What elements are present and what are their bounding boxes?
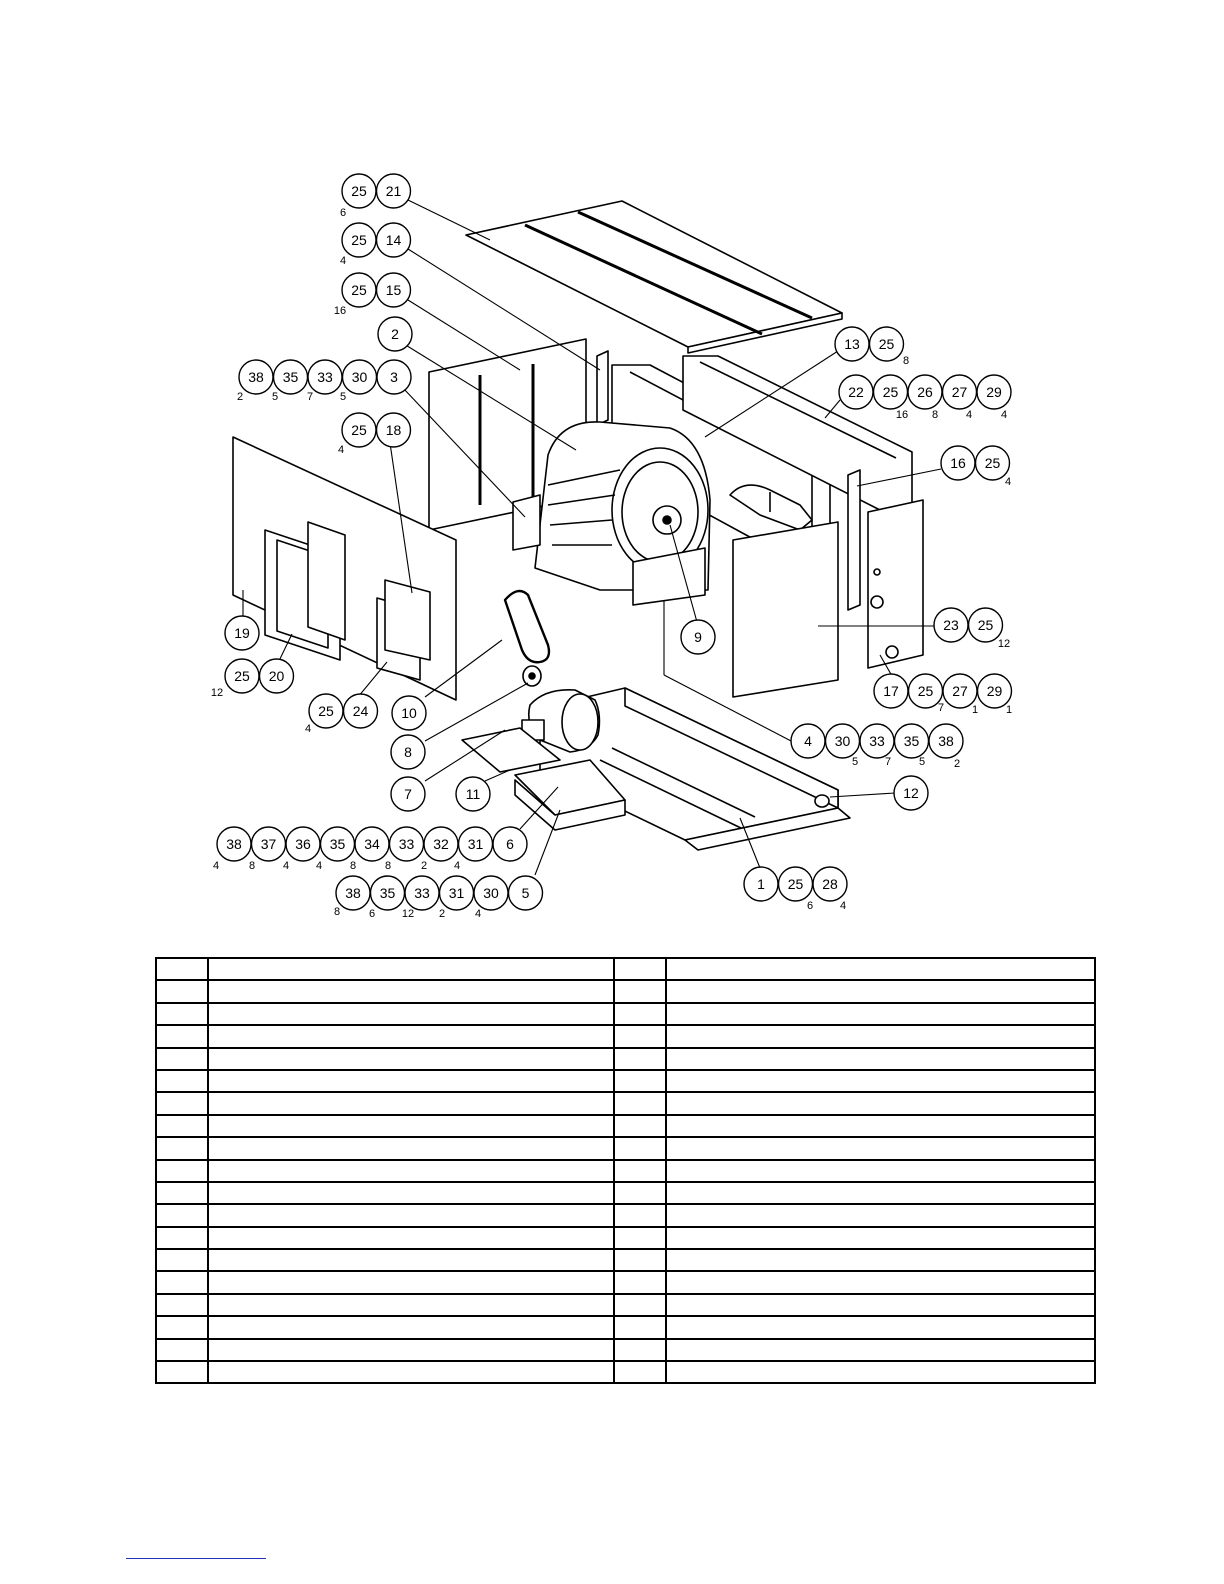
callout-number: 36 xyxy=(295,836,311,852)
table-cell-item-right xyxy=(614,1025,666,1047)
table-cell-description-left xyxy=(208,1361,614,1383)
callout-group xyxy=(874,674,1012,716)
callout-number: 9 xyxy=(694,629,702,645)
end-panel xyxy=(868,500,923,668)
table-row xyxy=(156,1249,1095,1271)
table-row xyxy=(156,1115,1095,1137)
callout-number: 14 xyxy=(385,232,402,248)
callout-group xyxy=(392,696,426,730)
drain-fitting xyxy=(815,795,829,807)
callout-number: 29 xyxy=(986,384,1002,400)
table-cell-item-left xyxy=(156,1182,208,1204)
callout-quantity: 12 xyxy=(210,687,224,699)
callout-group xyxy=(839,375,1011,421)
callout-number: 25 xyxy=(977,617,994,633)
callout-group xyxy=(791,724,963,770)
table-cell-description-right xyxy=(666,1294,1095,1316)
callout-number: 19 xyxy=(234,625,250,641)
table-row xyxy=(156,1182,1095,1204)
table-cell-item-left xyxy=(156,1249,208,1271)
callout-number: 25 xyxy=(351,232,367,248)
callout-quantity: 7 xyxy=(937,702,945,714)
table-cell-description-right xyxy=(666,1003,1095,1025)
table-cell-description-right xyxy=(666,1182,1095,1204)
callout-quantity: 4 xyxy=(453,860,461,872)
table-cell-item-left xyxy=(156,1271,208,1293)
callout-number: 25 xyxy=(318,703,334,719)
callout-number: 24 xyxy=(352,703,369,719)
table-row xyxy=(156,1316,1095,1338)
table-cell-item-left xyxy=(156,1204,208,1226)
callout-quantity: 12 xyxy=(997,638,1011,650)
callout-number: 25 xyxy=(351,282,367,298)
table-cell-item-left xyxy=(156,1070,208,1092)
callout-group xyxy=(213,827,527,872)
callout-number: 27 xyxy=(951,384,968,400)
callout-number: 25 xyxy=(984,455,1001,471)
callout-quantity: 4 xyxy=(304,723,312,735)
callout-number: 35 xyxy=(379,885,396,901)
corner-post xyxy=(597,351,608,425)
callout-quantity: 4 xyxy=(1004,476,1012,488)
callout-quantity: 6 xyxy=(368,908,376,920)
table-cell-item-right xyxy=(614,1316,666,1338)
callout-quantity: 1 xyxy=(1005,704,1013,716)
table-cell-item-right xyxy=(614,1160,666,1182)
callout-quantity: 4 xyxy=(315,860,323,872)
motor-pulley xyxy=(523,666,541,686)
callout-group xyxy=(338,413,411,456)
callout-group xyxy=(934,608,1010,650)
callout-number: 26 xyxy=(917,384,933,400)
table-cell-item-left xyxy=(156,1227,208,1249)
drive-belt xyxy=(505,591,549,662)
callout-number: 30 xyxy=(834,733,851,749)
table-cell-item-right xyxy=(614,1249,666,1271)
callout-number: 33 xyxy=(398,836,415,852)
callout-group xyxy=(456,777,490,811)
table-cell-description-left xyxy=(208,1294,614,1316)
callout-number: 35 xyxy=(329,836,346,852)
callout-group xyxy=(211,659,294,699)
callout-number: 29 xyxy=(986,683,1003,699)
callout-number: 35 xyxy=(903,733,920,749)
callout-group xyxy=(894,776,928,810)
callout-number: 16 xyxy=(950,455,966,471)
callout-quantity: 16 xyxy=(333,305,347,317)
callout-number: 27 xyxy=(952,683,968,699)
table-row xyxy=(156,1137,1095,1159)
callout-quantity: 4 xyxy=(339,255,347,267)
callout-quantity: 5 xyxy=(851,756,859,768)
callout-number: 33 xyxy=(414,885,430,901)
callout-quantity: 5 xyxy=(339,391,347,403)
callout-number: 30 xyxy=(351,369,368,385)
callout-number: 20 xyxy=(268,668,285,684)
callout-number: 38 xyxy=(345,885,361,901)
callout-quantity: 7 xyxy=(884,756,892,768)
table-cell-item-right xyxy=(614,1271,666,1293)
table-cell-description-left xyxy=(208,1227,614,1249)
callout-number: 33 xyxy=(317,369,333,385)
callout-number: 25 xyxy=(882,384,899,400)
callout-number: 8 xyxy=(404,744,412,760)
callout-number: 37 xyxy=(260,836,277,852)
callout-quantity: 6 xyxy=(339,207,347,219)
table-cell-description-left xyxy=(208,1271,614,1293)
table-cell-description-right xyxy=(666,1025,1095,1047)
callout-quantity: 4 xyxy=(337,444,345,456)
callout-number: 3 xyxy=(390,369,398,385)
table-cell-description-left xyxy=(208,1137,614,1159)
callout-quantity: 5 xyxy=(271,391,279,403)
table-cell-item-left xyxy=(156,1115,208,1137)
table-cell-description-right xyxy=(666,1092,1095,1114)
callout-quantity: 2 xyxy=(438,908,446,920)
callout-quantity: 4 xyxy=(212,860,220,872)
table-cell-item-left xyxy=(156,1316,208,1338)
callout-number: 2 xyxy=(391,326,399,342)
table-cell-description-left xyxy=(208,1092,614,1114)
callout-quantity: 8 xyxy=(248,860,256,872)
table-row xyxy=(156,1339,1095,1361)
table-cell-item-left xyxy=(156,1160,208,1182)
table-cell-item-right xyxy=(614,1115,666,1137)
table-row xyxy=(156,1003,1095,1025)
table-cell-description-right xyxy=(666,1070,1095,1092)
callout-number: 7 xyxy=(404,786,412,802)
table-cell-description-right xyxy=(666,1227,1095,1249)
callout-quantity: 4 xyxy=(474,908,482,920)
callout-quantity: 1 xyxy=(971,704,979,716)
table-cell-description-left xyxy=(208,980,614,1002)
callout-group xyxy=(334,876,543,920)
access-panel xyxy=(733,522,838,697)
callout-quantity: 6 xyxy=(806,900,814,912)
callout-number: 25 xyxy=(787,876,804,892)
top-panel xyxy=(466,201,842,353)
callout-number: 25 xyxy=(917,683,934,699)
callout-number: 5 xyxy=(521,885,530,901)
table-cell-item-right xyxy=(614,1339,666,1361)
callout-quantity: 2 xyxy=(420,860,428,872)
table-cell-description-right xyxy=(666,958,1095,980)
callout-quantity: 8 xyxy=(931,409,939,421)
callout-number: 17 xyxy=(883,683,899,699)
table-cell-description-left xyxy=(208,1204,614,1226)
table-cell-description-left xyxy=(208,1115,614,1137)
callout-number: 25 xyxy=(351,422,367,438)
callout-number: 25 xyxy=(351,183,367,199)
table-row xyxy=(156,1092,1095,1114)
callout-quantity: 2 xyxy=(236,391,244,403)
callout-group xyxy=(225,616,259,650)
table-cell-item-left xyxy=(156,958,208,980)
table-cell-item-left xyxy=(156,1361,208,1383)
callout-number: 18 xyxy=(385,422,402,438)
callout-number: 38 xyxy=(938,733,954,749)
table-cell-description-left xyxy=(208,1070,614,1092)
callout-number: 10 xyxy=(401,705,417,721)
table-cell-item-left xyxy=(156,1294,208,1316)
callout-quantity: 7 xyxy=(306,391,314,403)
callout-quantity: 8 xyxy=(333,906,341,918)
table-cell-item-right xyxy=(614,1048,666,1070)
table-row xyxy=(156,1160,1095,1182)
callout-quantity: 8 xyxy=(902,355,910,367)
table-cell-item-left xyxy=(156,1025,208,1047)
table-row xyxy=(156,1227,1095,1249)
callout-number: 31 xyxy=(467,836,484,852)
callout-number: 30 xyxy=(483,885,499,901)
callout-quantity: 4 xyxy=(1000,409,1008,421)
table-cell-item-left xyxy=(156,1048,208,1070)
table-cell-item-right xyxy=(614,1227,666,1249)
parts-list-table xyxy=(155,957,1096,1384)
callout-quantity: 4 xyxy=(839,900,847,912)
side-strip xyxy=(848,470,860,610)
table-cell-item-right xyxy=(614,1003,666,1025)
table-cell-description-right xyxy=(666,1316,1095,1338)
callout-number: 4 xyxy=(804,733,812,749)
callout-group xyxy=(391,777,425,811)
callout-group xyxy=(334,273,411,317)
footer-link-rule xyxy=(126,1558,266,1559)
table-cell-description-right xyxy=(666,1361,1095,1383)
callout-group xyxy=(305,694,378,735)
table-cell-item-right xyxy=(614,958,666,980)
table-row xyxy=(156,1294,1095,1316)
callout-number: 32 xyxy=(433,836,449,852)
table-cell-item-left xyxy=(156,1137,208,1159)
table-cell-description-left xyxy=(208,1048,614,1070)
callout-number: 38 xyxy=(248,369,264,385)
callout-group xyxy=(744,867,847,912)
callout-number: 12 xyxy=(903,785,919,801)
table-cell-description-right xyxy=(666,1137,1095,1159)
callout-number: 1 xyxy=(757,876,765,892)
table-cell-description-right xyxy=(666,980,1095,1002)
table-cell-description-left xyxy=(208,1025,614,1047)
callout-number: 23 xyxy=(943,617,959,633)
callout-quantity: 5 xyxy=(918,756,926,768)
table-cell-description-right xyxy=(666,1249,1095,1271)
callout-quantity: 16 xyxy=(895,409,909,421)
callout-quantity: 8 xyxy=(349,860,357,872)
callout-group xyxy=(378,317,412,351)
table-cell-item-right xyxy=(614,1092,666,1114)
table-cell-item-right xyxy=(614,1294,666,1316)
table-cell-description-right xyxy=(666,1048,1095,1070)
callout-number: 13 xyxy=(844,336,860,352)
table-row xyxy=(156,980,1095,1002)
table-row xyxy=(156,958,1095,980)
callout-number: 6 xyxy=(506,836,514,852)
callout-number: 33 xyxy=(869,733,885,749)
callout-number: 38 xyxy=(226,836,242,852)
callout-group xyxy=(340,223,411,267)
table-cell-description-left xyxy=(208,1182,614,1204)
table-row xyxy=(156,1204,1095,1226)
callout-number: 15 xyxy=(385,282,402,298)
callout-number: 34 xyxy=(364,836,380,852)
table-cell-description-left xyxy=(208,958,614,980)
table-cell-description-right xyxy=(666,1115,1095,1137)
callout-quantity: 8 xyxy=(384,860,392,872)
table-cell-item-right xyxy=(614,1070,666,1092)
callout-quantity: 4 xyxy=(965,409,973,421)
callout-number: 25 xyxy=(234,668,250,684)
table-cell-item-left xyxy=(156,1092,208,1114)
callout-group xyxy=(835,327,909,367)
table-cell-item-right xyxy=(614,1361,666,1383)
callout-number: 35 xyxy=(282,369,299,385)
table-cell-description-right xyxy=(666,1160,1095,1182)
table-cell-item-right xyxy=(614,980,666,1002)
callout-quantity: 12 xyxy=(401,908,415,920)
callout-number: 31 xyxy=(448,885,465,901)
table-cell-description-left xyxy=(208,1003,614,1025)
table-cell-description-right xyxy=(666,1204,1095,1226)
callout-number: 22 xyxy=(848,384,864,400)
table-row xyxy=(156,1070,1095,1092)
callout-group xyxy=(391,735,425,769)
table-cell-item-left xyxy=(156,1003,208,1025)
table-cell-description-left xyxy=(208,1160,614,1182)
table-cell-item-right xyxy=(614,1137,666,1159)
callout-quantity: 4 xyxy=(282,860,290,872)
callout-group xyxy=(681,620,715,654)
table-cell-item-right xyxy=(614,1182,666,1204)
table-cell-description-left xyxy=(208,1249,614,1271)
table-cell-description-right xyxy=(666,1339,1095,1361)
blower-bracket xyxy=(513,495,540,550)
callout-number: 28 xyxy=(822,876,838,892)
callout-number: 11 xyxy=(465,786,481,802)
table-cell-description-right xyxy=(666,1271,1095,1293)
table-row xyxy=(156,1048,1095,1070)
table-cell-description-left xyxy=(208,1339,614,1361)
table-row xyxy=(156,1361,1095,1383)
callout-quantity: 2 xyxy=(953,758,961,770)
table-cell-item-left xyxy=(156,980,208,1002)
table-cell-item-left xyxy=(156,1339,208,1361)
callout-group xyxy=(340,174,411,219)
table-cell-item-right xyxy=(614,1204,666,1226)
table-cell-description-left xyxy=(208,1316,614,1338)
callout-group xyxy=(237,360,411,403)
callout-group xyxy=(941,446,1011,488)
table-row xyxy=(156,1271,1095,1293)
callout-number: 25 xyxy=(878,336,895,352)
callout-number: 21 xyxy=(385,183,402,199)
table-row xyxy=(156,1025,1095,1047)
duct-flange xyxy=(265,522,345,660)
